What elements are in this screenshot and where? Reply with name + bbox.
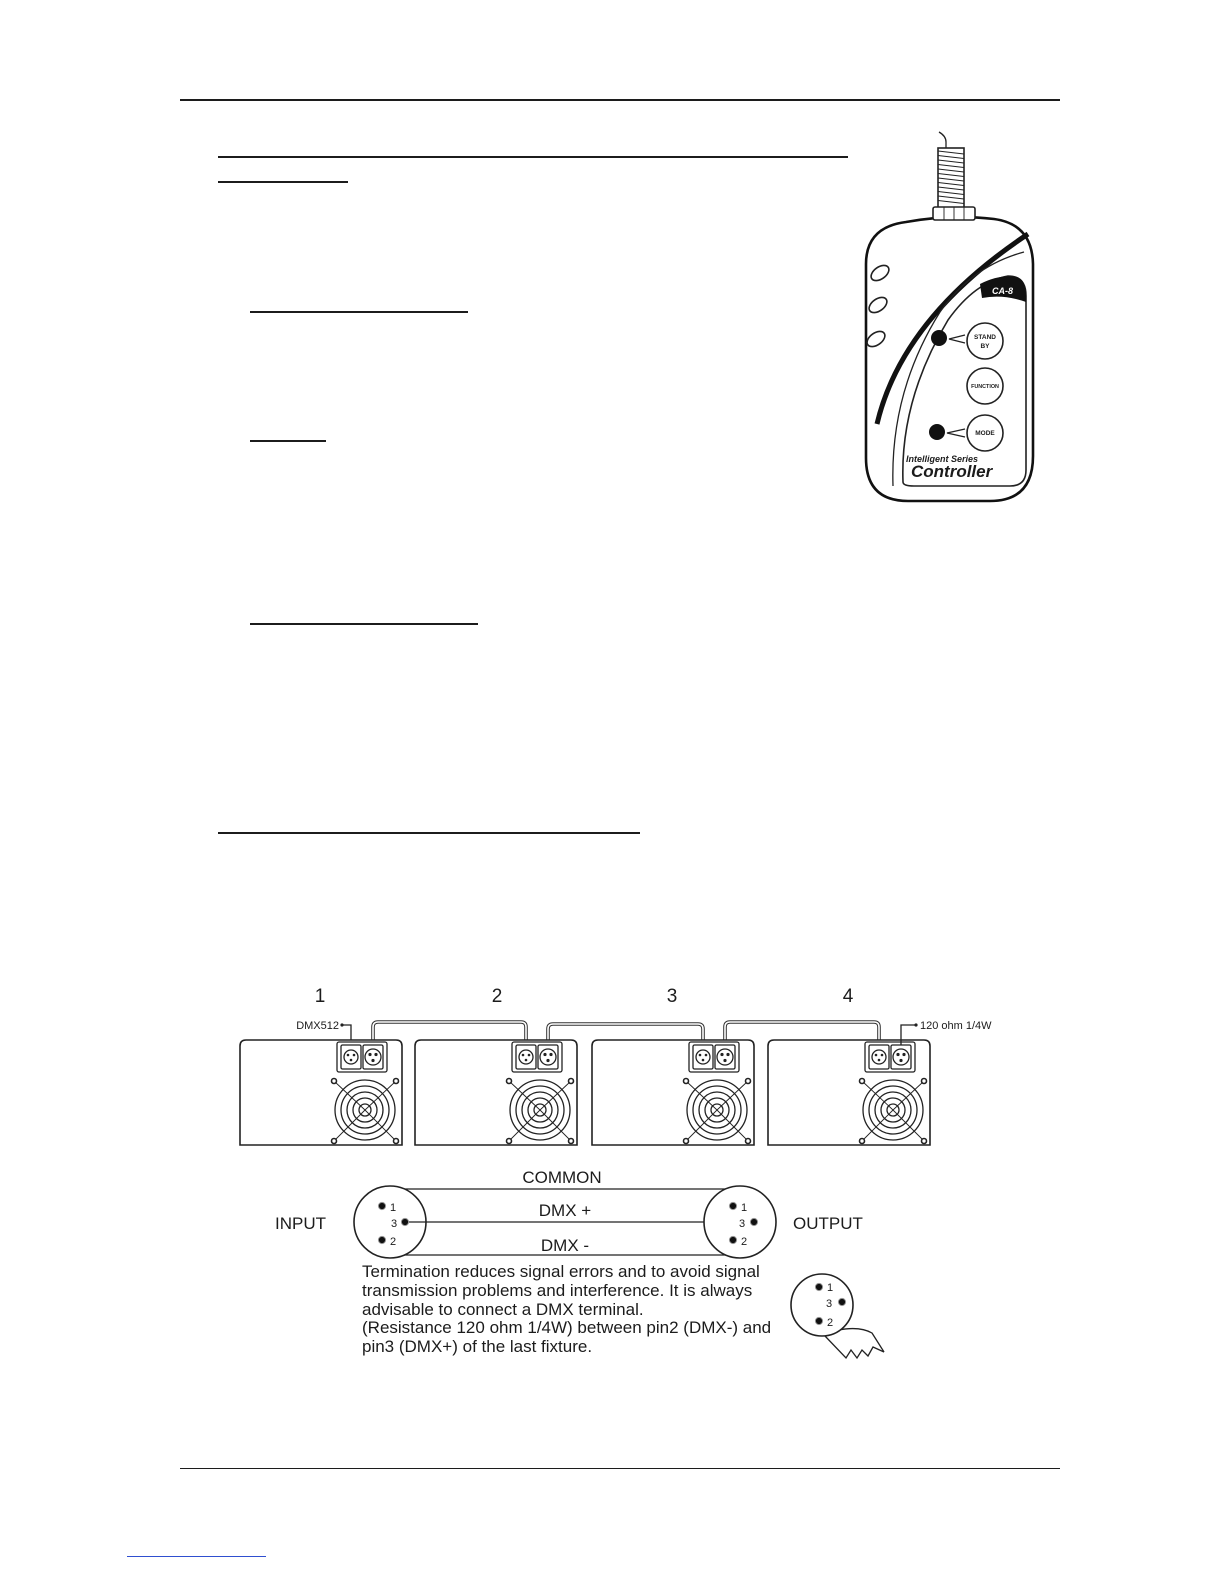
fan-screw — [922, 1079, 927, 1084]
common-label: COMMON — [522, 1168, 602, 1187]
jack-pin — [543, 1053, 546, 1056]
footer-rule — [180, 1468, 1060, 1469]
fixture-housing — [592, 1040, 754, 1145]
jack-pin — [522, 1054, 525, 1057]
output-pin-2-label: 2 — [741, 1236, 748, 1248]
termination-note-line-3: advisable to connect a DMX terminal. — [362, 1299, 644, 1319]
dmx-input-label: DMX512 — [296, 1020, 339, 1032]
output-pin-1-label: 1 — [741, 1202, 748, 1214]
output-pin-1 — [729, 1202, 736, 1209]
jack-pin — [699, 1054, 702, 1057]
fixture-housing — [240, 1040, 402, 1145]
jack-pin — [368, 1053, 371, 1056]
terminator-pin-2 — [815, 1317, 822, 1324]
jack-pin — [881, 1054, 884, 1057]
fixture-housing — [768, 1040, 930, 1145]
standby-button-label-2: BY — [980, 343, 990, 350]
brand-label: Controller — [911, 462, 993, 481]
mode-indicator — [929, 424, 945, 440]
fixture-4 — [768, 1040, 930, 1145]
jack-pin — [374, 1053, 377, 1056]
termination-note-line-4: (Resistance 120 ohm 1/4W) between pin2 (DMX-) and — [362, 1318, 772, 1338]
fixture-number-1: 1 — [314, 986, 326, 1007]
jack-pin — [702, 1059, 705, 1062]
fan-screw — [394, 1139, 399, 1144]
jack-pin — [902, 1053, 905, 1056]
jack-pin — [525, 1059, 528, 1062]
jack-pin — [726, 1053, 729, 1056]
termination-note — [362, 1263, 771, 1357]
jack-pin — [875, 1054, 878, 1057]
input-pin-3-label: 3 — [391, 1218, 398, 1230]
fixture-number-3: 3 — [666, 986, 678, 1007]
input-pin-2-label: 2 — [390, 1236, 397, 1248]
fan-screw — [684, 1139, 689, 1144]
termination-note-line-1: Termination reduces signal errors and to avoid signal — [362, 1262, 760, 1281]
output-pin-3-label: 3 — [739, 1218, 746, 1230]
fan-screw — [394, 1079, 399, 1084]
terminator-pin-3 — [838, 1298, 845, 1305]
terminator-pin-3-label: 3 — [826, 1298, 833, 1310]
fan-screw — [860, 1079, 865, 1084]
input-pin-3 — [401, 1218, 408, 1225]
standby-indicator — [931, 330, 947, 346]
terminator-plug — [791, 1274, 884, 1358]
fixture-2 — [415, 1040, 577, 1145]
jack-pin — [720, 1053, 723, 1056]
resistor-tail-lower — [825, 1336, 884, 1358]
input-pin-2 — [378, 1236, 385, 1243]
termination-note-line-5: pin3 (DMX+) of the last fixture. — [362, 1337, 593, 1357]
dmx-plus-label: DMX + — [538, 1201, 592, 1220]
fan-screw — [746, 1079, 751, 1084]
input-pin-1-label: 1 — [390, 1202, 397, 1214]
fan-screw — [569, 1139, 574, 1144]
fan-screw — [332, 1139, 337, 1144]
jack-pin — [723, 1059, 726, 1062]
jack-pin — [371, 1059, 374, 1062]
fixture-number-2: 2 — [491, 986, 503, 1007]
function-button-label: FUNCTION — [971, 384, 999, 390]
standby-button-label-1: STAND — [974, 334, 996, 341]
jack-pin — [549, 1053, 552, 1056]
fixtures — [240, 1040, 930, 1145]
jack-pin — [878, 1059, 881, 1062]
fan-screw — [569, 1079, 574, 1084]
dmx-minus-label: DMX - — [540, 1236, 590, 1255]
jack-pin — [528, 1054, 531, 1057]
terminator-pin-2-label: 2 — [827, 1317, 834, 1329]
jack-pin — [546, 1059, 549, 1062]
series-label: Intelligent Series — [906, 454, 979, 464]
terminator-dot — [914, 1023, 917, 1026]
jack-pin — [899, 1059, 902, 1062]
footer-link[interactable] — [127, 1556, 266, 1557]
fan-screw — [684, 1079, 689, 1084]
output-pin-2 — [729, 1236, 736, 1243]
fan-screw — [507, 1079, 512, 1084]
terminator-pin-1 — [815, 1283, 822, 1290]
jack-pin — [347, 1054, 350, 1057]
jack-pin — [705, 1054, 708, 1057]
dmx-chain-diagram — [240, 986, 992, 1145]
standby-button — [967, 323, 1003, 359]
fan-screw — [507, 1139, 512, 1144]
terminator-label: 120 ohm 1/4W — [920, 1020, 992, 1032]
fixture-number-4: 4 — [842, 986, 854, 1007]
mode-button-label: MODE — [975, 430, 995, 437]
fixture-3 — [592, 1040, 754, 1145]
fan-screw — [922, 1139, 927, 1144]
output-pin-3 — [750, 1218, 757, 1225]
jack-pin — [896, 1053, 899, 1056]
remote-controller — [864, 132, 1033, 501]
jack-pin — [350, 1059, 353, 1062]
termination-note-line-2: transmission problems and interference. It is always — [362, 1280, 753, 1300]
output-label: OUTPUT — [793, 1214, 863, 1233]
input-pin-1 — [378, 1202, 385, 1209]
fan-screw — [332, 1079, 337, 1084]
cable-wiring-diagram — [275, 1168, 863, 1258]
fan-screw — [860, 1139, 865, 1144]
fan-screw — [746, 1139, 751, 1144]
fixture-housing — [415, 1040, 577, 1145]
jack-pin — [353, 1054, 356, 1057]
input-label: INPUT — [275, 1214, 326, 1233]
fixture-1 — [240, 1040, 402, 1145]
terminator-pin-1-label: 1 — [827, 1282, 834, 1294]
model-label: CA-8 — [992, 286, 1014, 296]
